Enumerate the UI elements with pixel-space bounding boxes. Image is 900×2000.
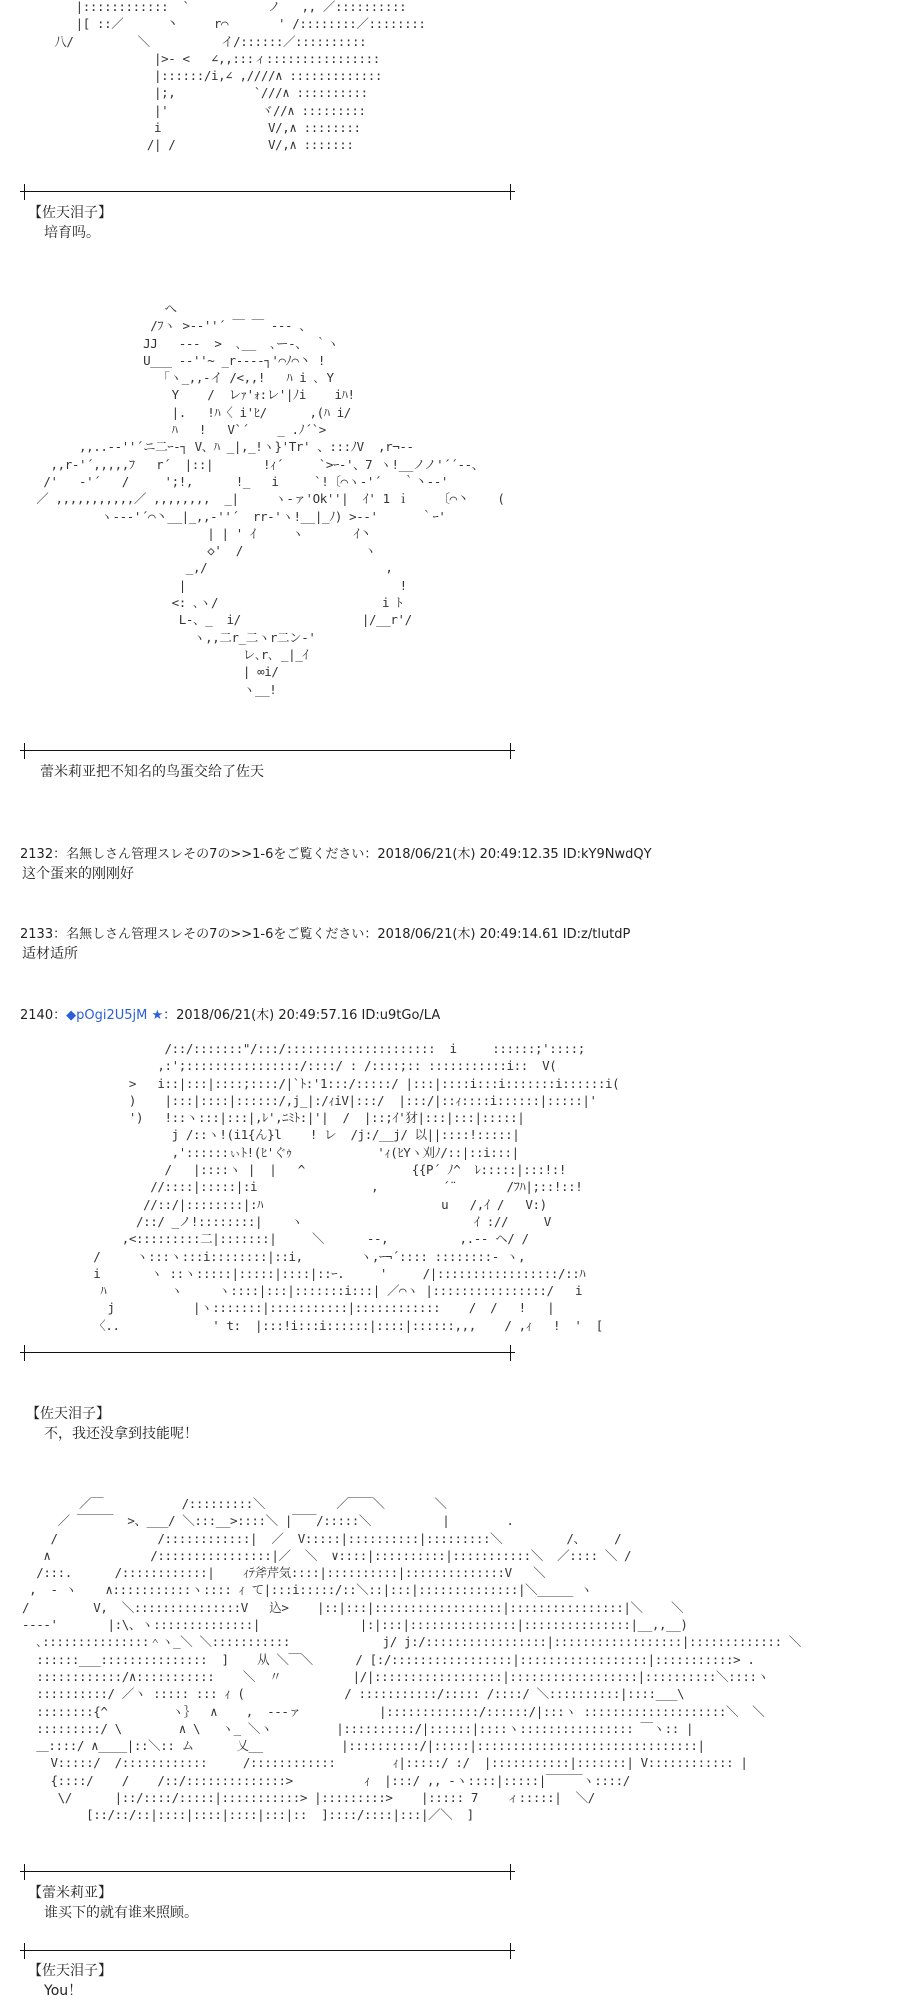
speaker-label: 【蕾米莉亚】 [28, 1885, 112, 1901]
post-number: 2133 [20, 927, 54, 942]
scene-divider [20, 1941, 515, 1961]
scene-divider [20, 1343, 515, 1363]
post-number: 2132 [20, 847, 54, 862]
poster-name: 名無しさん管理スレその7の>>1-6をご覧ください [66, 847, 365, 862]
dialogue-line: 培育吗。 [44, 225, 100, 241]
post-date: ：2018/06/21(木) 20:49:12.35 ID:kY9NwdQY [364, 847, 652, 862]
post-body: 适材适所 [22, 946, 78, 962]
scene-divider [20, 1862, 515, 1882]
post-date: ：2018/06/21(木) 20:49:14.61 ID:z/tlutdP [364, 927, 631, 942]
ascii-art-saten: /::/:::::::"/:::/::::::::::::::::::::: i ::::::;'::::; ,:';::::::::::::::::/::::/ : /::::;:: :::::::::::i:: V( > i::|:::|::::;::::/|`ﾄ:'1:::/:::::/ |:::|::::i:::i:::::::i::::::i( ) |:::|::::|::::::/,j_|:/ｨiV|:::/ |:::/|::ｨ::::i::::::|:::::|' ') !::ヽ:::|:::|,ﾚ',ﾆﾐﾄ:|'| / |::;ｲ'犲|:::|:::|:::::| j /::ヽ!(i1{ん}l ! レ /j:/__j/ 以||::::!:::::| ,'::::::ぃﾄ!(ﾋ'ぐｩ 'ｨ(ﾋYヽ刈ﾉ/::|::i:::| / |::::ヽ | | ^ {{P´ ﾉ^ ﾚ:::::|:::!:! //::::|:::::|:i , ´¨ /ﾌﾊ|;::!::! //::/|::::::::|:ﾊ u /,ｲ / V:) /::/ _ノ!::::::::| ヽ ｲ :// V ,<:::::::::二|:::::::| ＼ --, ,.-‐ ヘ/ / / ヽ:::ヽ:::i::::::::|::i, ヽ,ｰ¬´:::: ::::::::‐ ヽ, i ヽ ::ヽ:::::|:::::|::::|::ｰ. ' /|:::::::::::::::::/::ﾊ ﾊ ヽ ヽ::::|:::|:::::::i:::| ／⌒ヽ |::::::::::::::::/ i j |ヽ:::::::|:::::::::::|:::::::::::: / / ! | 〈.. ' t: |:::!i:::i::::::|::::|::::::,,, / ,ｨ ! ' [ [93, 1041, 620, 1333]
scene-divider [20, 182, 515, 202]
ascii-art-top: |:::::::::::: ` ノ ,, ／:::::::::: |[ ::／ 丶 r⌒ ' /::::::::／:::::::: 八/ ＼ イ/::::::／:::::::::: |>‐ < ∠,,:::ィ:::::::::::::::: |::::::/i,∠ ,////∧ ::::::::::::: |;, `///∧ :::::::::: |' ヾ//∧ ::::::::: i V/,∧ :::::::: /| / V/,∧ ::::::: [54, 0, 426, 153]
speaker-label: 【佐天泪子】 [28, 205, 112, 221]
ascii-art-remilia-wings: へ /ﾌヽ >-‐''´ ￣ ￣ ‐-- 、 JJ --- > ､__ ､ー-、 ｀ヽ U___ -‐''~ _r--‐-┐'⌒ﾉ⌒丶 ! 「ヽ_,,-イ /<,,! ﾊ i ､ Y Y / レｧ'ｫ:レ'|ﾉi iﾊ! |. !ﾊ〈 i'ﾋ/ ,(ﾊ i/ ﾊ ! V`´ _ .ﾉ´`> ,,..-‐''´ニ二ｰ‐┐ V、ﾊ _|,_!ヽ}'Tr' 、:::ﾉV ,r¬‐- ,,r‐'´,,,,,ﾌ r´ |::| !ｨ´ `>ｰ-'、7 ヽ!__ノノ'´´‐-、 /' ‐'´ / ';!, !_ i `!〔⌒ヽ‐'´ ｀丶--' ／ ,,,,,,,,,,,／ ,,,,,,,, _| ヽ-ァ'Ok''| ｲ' 1 ｉ 〔⌒丶 ( ヽ--‐'´⌒丶__|_,,-''´ rr‐'ヽ!__|_ﾉ) >-‐' ｀ｰ' | | ' ｲ ヽ ｲ丶 ◇' / ヽ _,/ , | ! <: ､ヽ/ i ﾄ L‐、_ i/ |/__r'/ ヽ,,二r_二ヽr二ン‐' レ､r､ _|_ｲ | ∞i/ ヽ__! [36, 301, 505, 697]
post-body: 这个蛋来的刚刚好 [22, 866, 134, 882]
speaker-label: 【佐天泪子】 [28, 1963, 112, 1979]
post-header: 2133：名無しさん管理スレその7の>>1-6をご覧ください：2018/06/21(木) 20:49:14.61 ID:z/tlutdP [20, 927, 631, 942]
speaker-label: 【佐天泪子】 [26, 1406, 110, 1422]
post-header: 2140：◆pOgi2U5jM ★：2018/06/21(木) 20:49:57.16 ID:u9tGo/LA [20, 1008, 441, 1023]
post-header: 2132：名無しさん管理スレその7の>>1-6をご覧ください：2018/06/21(木) 20:49:12.35 ID:kY9NwdQY [20, 847, 652, 862]
poster-name: 名無しさん管理スレその7の>>1-6をご覧ください [66, 927, 365, 942]
poster-trip-link[interactable]: ◆pOgi2U5jM ★ [66, 1008, 164, 1023]
post-number: 2140 [20, 1008, 54, 1023]
scene-divider [20, 741, 515, 761]
dialogue-line: 不，我还没拿到技能呢！ [44, 1426, 198, 1442]
post-date: ：2018/06/21(木) 20:49:57.16 ID:u9tGo/LA [163, 1008, 441, 1023]
ascii-art-remilia: ／￣ /:::::::::＼ ／￣￣＼ ＼ ／ ￣￣￣ >、___/ ＼:::__>::::＼ |￣￣/:::::＼ | . / /::::::::::::| ／ V:::::|::::::::::|:::::::::＼ /、 / ∧ /::::::::::::::::|／ ＼ ∨::::|::::::::::|:::::::::::＼ ／:::: ＼ / /:::. /::::::::::::| ｨﾃ斧芹気::::|::::::::::|::::::::::::::V ＼ , ‐ ヽ ∧:::::::::::ヽ:::: ｨ て|:::i:::::/::＼::|:::|::::::::::::::|＼_____ ヽ / V, ＼:::::::::::::::V 込> |::|:::|::::::::::::::::::|::::::::::::::::|＼ ＼ ‐‐‐‐' |:\、ヽ::::::::::::::| |:|:::|:::::::::::::::|:::::::::::::::|__,,__) ､:::::::::::::::＾ヽ_＼ ＼::::::::::: j/ j:/:::::::::::::::::|::::::::::::::::::|::::::::::::: ＼ ::::::___::::::::::::::: ] 从 ＼￣＼ / [:/:::::::::::::::::|::::::::::::::::::|:::::::::::> . ::::::::::::/∧::::::::::: ＼ 〃 |/|::::::::::::::::::|::::::::::::::::::|::::::::::＼::::ヽ ::::::::::/ ／ヽ ::::: ::: ｨ ( / :::::::::::/::::: /::::/ ＼::::::::::|::::___\ ::::::::{^ ヽ｝ ∧ , ‐‐‐ァ |:::::::::::::/::::::/|:::ヽ ::::::::::::::::::::＼ ＼ :::::::::/ \ ∧ \ ヽ_ ＼ヽ |::::::::::/|::::::|::::ヽ:::::::::::::::: ￣ヽ:: | ＿::::/ ∧____|::＼:: ム 乂__ |::::::::::/|:::::|:::::::::::::::::::::::::::::::| V:::::/ /:::::::::::: /:::::::::::: ｨ|:::::/ :/ |:::::::::::|:::::::| V:::::::::::: | {::::/ / /::/::::::::::::::> ｨ |:::/ ,, ‐ヽ::::|:::::|￣￣￣ヽ::::/ \/ |::/::::/:::::|:::::::::::> |:::::::::> |::::: 7 ィ:::::| ＼/ [::/::/::|::::|::::|::::|:::|:: ]::::/::::|:::|／＼ ] [22, 1496, 801, 1823]
dialogue-line: You！ [44, 1983, 83, 1999]
narration-text: 蕾米莉亚把不知名的鸟蛋交给了佐天 [40, 764, 264, 780]
dialogue-line: 谁买下的就有谁来照顾。 [44, 1905, 198, 1921]
